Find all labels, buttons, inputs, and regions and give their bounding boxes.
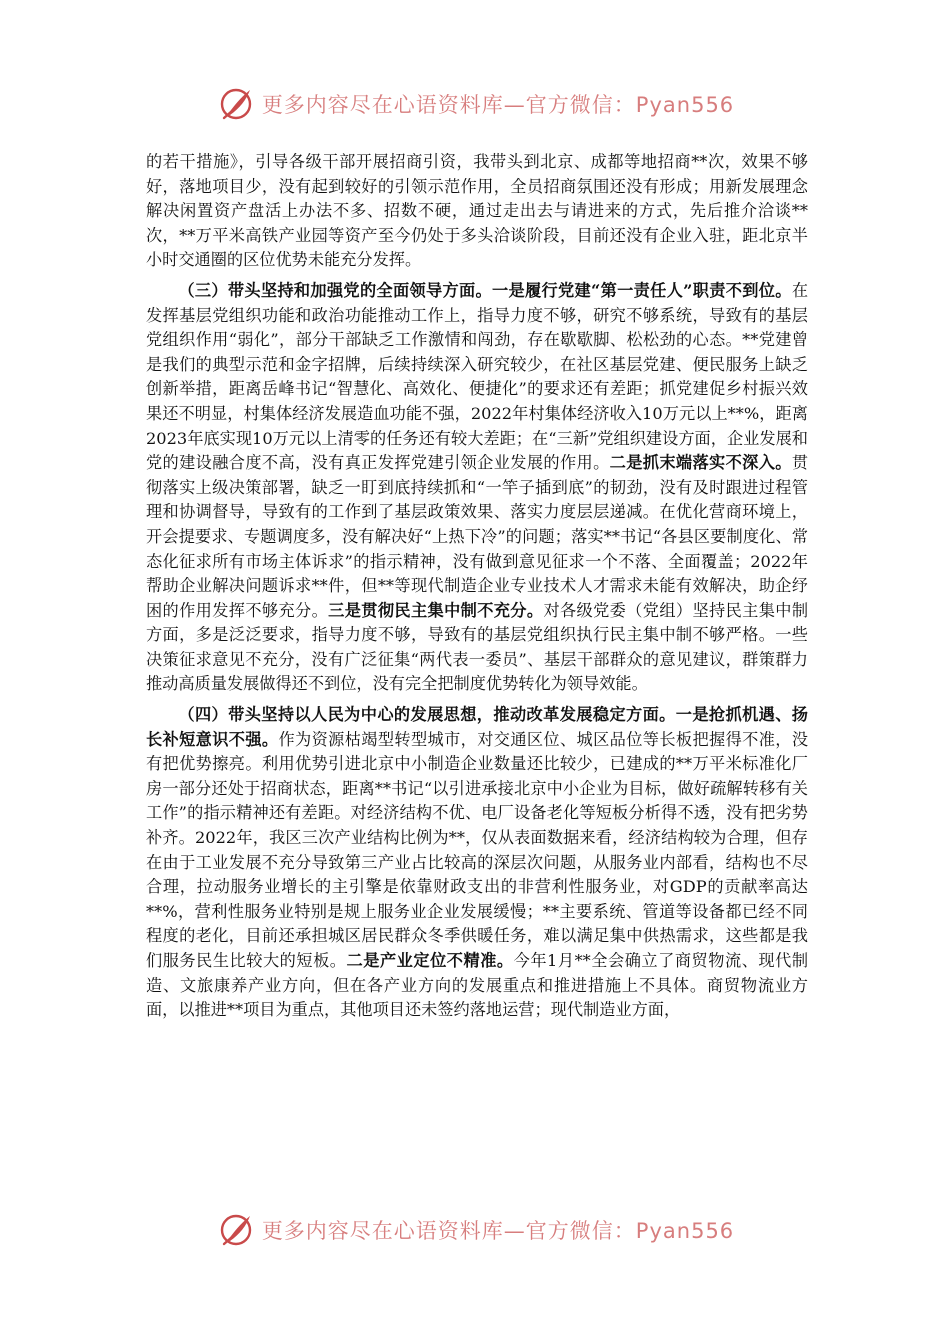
quill-logo-icon	[216, 84, 256, 124]
footer-watermark	[0, 1208, 950, 1252]
point-heading: 二是产业定位不精准。	[346, 951, 514, 970]
paragraph-continuation	[146, 150, 808, 273]
paragraph-text: 在发挥基层党组织功能和政治功能推动工作上，指导力度不够，研究不够系统，导致有的基层党组织作用“弱化”，部分干部缺乏工作激情和闯劲，存在歇歇脚、松松劲的心态。**党建曾是我们的典型示范和金字招牌，后续持续深入研究较少，在社区基层党建、便民服务上缺乏创新举措，距离岳峰书记“智慧化、高效化、便捷化”的要求还有差距；抓党建促乡村振兴效果还不明显，村集体经济发展造血功能不强，2022年村集体经济收入10万元以上**%，距离2023年底实现10万元以上清零的任务还有较大差距；在“三新”党组织建设方面，企业发展和党的建设融合度不高，没有真正发挥党建引领企业发展的作用。	[146, 280, 808, 473]
paragraph-text: 贯彻落实上级决策部署，缺乏一盯到底持续抓和“一竿子插到底”的韧劲，没有及时跟进过程管理和协调督导，导致有的工作到了基层政策效果、落实力度层层递减。在优化营商环境上，开会提要求、专题调度多，没有解决好“上热下冷”的问题；落实**书记“各县区要制度化、常态化征求所有市场主体诉求”的指示精神，没有做到意见征求一个不落、全面覆盖；2022年帮助企业解决问题诉求**件，但**等现代制造企业专业技术人才需求未能有效解决，助企纾困的作用发挥不够充分。	[146, 453, 809, 620]
watermark-text: 更多内容尽在心语资料库—官方微信：Pyan556	[261, 1219, 735, 1243]
paragraph-text: 对各级党委（党组）坚持民主集中制方面，多是泛泛要求，指导力度不够，导致有的基层党组织执行民主集中制不够严格。一些决策征求意见不充分，没有广泛征集“两代表一委员”、基层干部群众的意见建议，群策群力推动高质量发展做得还不到位，没有完全把制度优势转化为领导效能。	[146, 600, 809, 694]
point-heading: 二是抓末端落实不深入。	[609, 453, 792, 473]
paragraph-section-3	[146, 279, 808, 697]
paragraph-text: 的若干措施》，引导各级干部开展招商引资，我带头到北京、成都等地招商**次，效果不够好，落地项目少，没有起到较好的引领示范作用，全员招商氛围还没有形成；用新发展理念解决闲置资产盘活上办法不多、招数不硬，通过走出去与请进来的方式，先后推介洽谈**次，**万平米高铁产业园等资产至今仍处于多头洽谈阶段，目前还没有企业入驻，距北京半小时交通圈的区位优势未能充分发挥。	[146, 152, 808, 270]
section-heading: （四）带头坚持以人民为中心的发展思想，推动改革发展稳定方面。一是抢抓机遇、扬长补短意识不强。	[146, 705, 808, 749]
watermark-text: 更多内容尽在心语资料库—官方微信：Pyan556	[261, 93, 735, 117]
paragraph-text: 今年1月**全会确立了商贸物流、现代制造、文旅康养产业方向，但在各产业方向的发展重点和推进措施上不具体。商贸物流业方面，以推进**项目为重点，其他项目还未签约落地运营；现代制造业方面，	[146, 951, 809, 1020]
quill-logo-icon	[216, 1210, 256, 1250]
paragraph-section-4	[146, 703, 808, 1023]
point-heading: 三是贯彻民主集中制不充分。	[328, 600, 544, 620]
section-heading: （三）带头坚持和加强党的全面领导方面。一是履行党建“第一责任人”职责不到位。	[178, 280, 792, 300]
document-body	[146, 150, 808, 1023]
header-watermark	[0, 82, 950, 126]
paragraph-text: 作为资源枯竭型转型城市，对交通区位、城区品位等长板把握得不准，没有把优势擦亮。利用优势引进北京中小制造企业数量还比较少，已建成的**万平米标准化厂房一部分还处于招商状态，距离**书记“以引进承接北京中小企业为目标，做好疏解转移有关工作”的指示精神还有差距。对经济结构不优、电厂设备老化等短板分析得不透，没有把劣势补齐。2022年，我区三次产业结构比例为**，仅从表面数据来看，经济结构较为合理，但存在由于工业发展不充分导致第三产业占比较高的深层次问题，从服务业内部看，结构也不尽合理，拉动服务业增长的主引擎是依靠财政支出的非营利性服务业，对GDP的贡献率高达**%，营利性服务业特别是规上服务业企业发展缓慢；**主要系统、管道等设备都已经不同程度的老化，目前还承担城区居民群众冬季供暖任务，难以满足集中供热需求，这些都是我们服务民生比较大的短板。	[146, 729, 809, 970]
